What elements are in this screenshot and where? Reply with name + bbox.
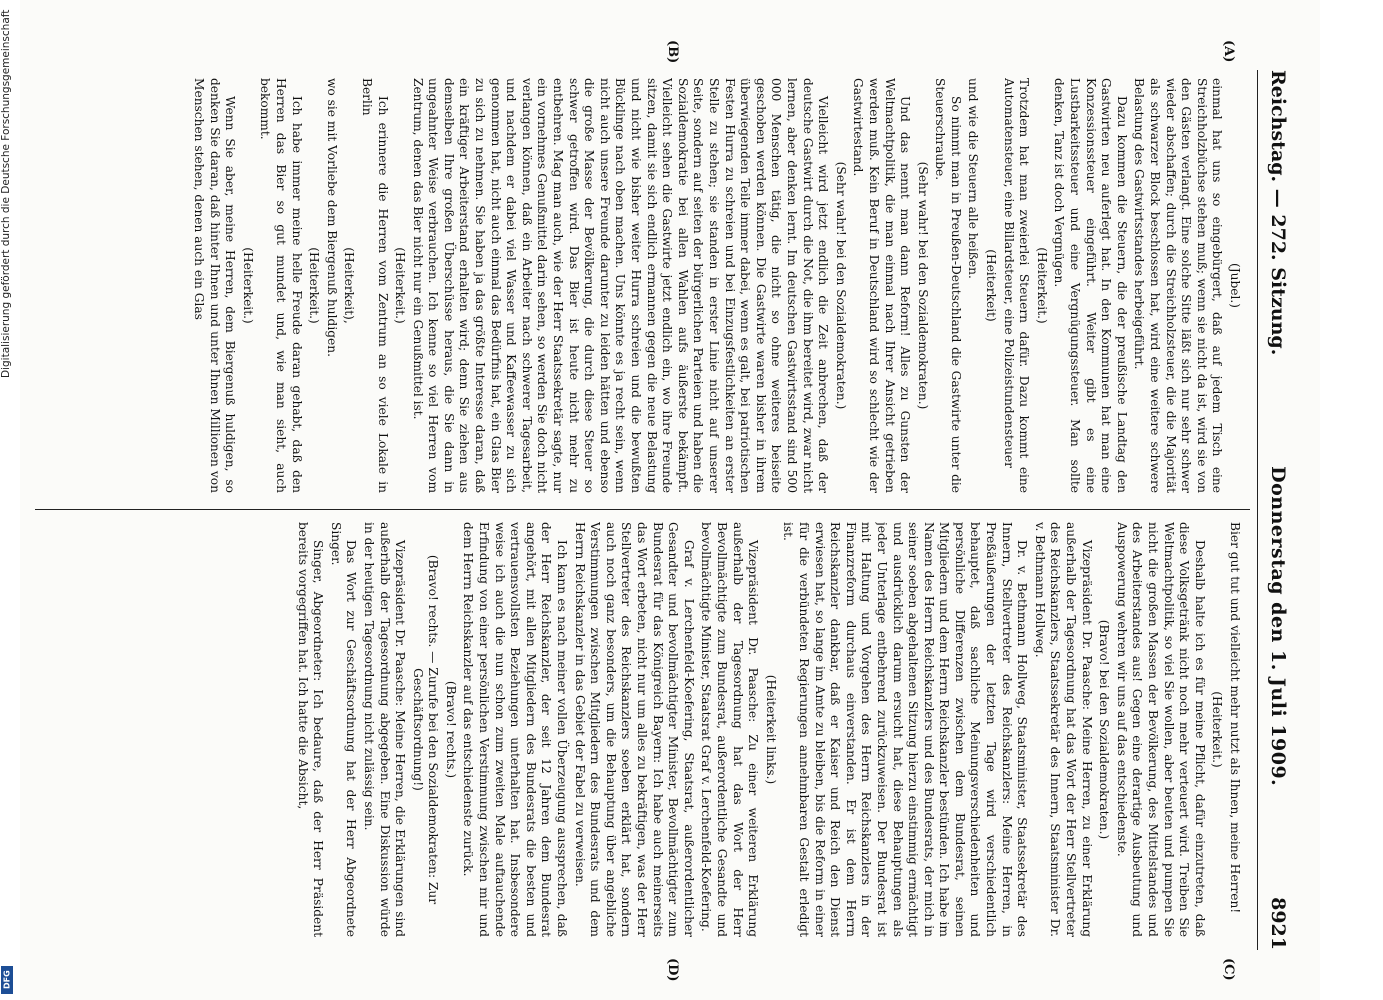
paragraph: (Bravo! bei den Sozialdemokraten.) — [1097, 619, 1112, 840]
paragraph: (Heiterkeit.) — [240, 247, 255, 324]
paragraph: (Heiterkeit.) — [1034, 247, 1049, 324]
paragraph: Trotzdem hat man zweierlei Steuern dafür. Dazu kommt eine Automatensteuer, eine Billardsteuer, eine Polizeistundensteuer — [1001, 78, 1032, 493]
margin-marker-b: (B) — [665, 40, 680, 64]
paragraph: wo sie mit Vorliebe dem Biergenuß huldigen. — [324, 78, 339, 357]
paragraph: Dazu kommen die Steuern, die der preußische Landtag den Gastwirten neu auferlegt hat. In den Kommunen hat man eine Konzessionssteuer eingeführt. Weiter gibt es eine Lustbarkeitssteuer und eine Vergnügungssteuer. Man sollte denken, Tanz ist doch Vergnügen. — [1052, 78, 1129, 493]
paragraph: Vizepräsident Dr. Paasche: Zu einer weiteren Erklärung außerhalb der Tagesordnung hat das Wort der Herr Bevollmächtigte zum Bundesrat, außerordentliche Gesandte und bevollmächtigte Minister, Staatsrat Graf v. Lerchenfeld-Koefering. — [699, 522, 761, 937]
paragraph: Wenn Sie aber, meine Herren, dem Biergenuß huldigen, so denken Sie daran, daß hinter Ihnen und unter Ihnen Millionen von Menschen stehen, denen auch ein Glas — [192, 78, 238, 493]
paragraph: Deshalb halte ich es für meine Pflicht, dafür einzutreten, daß diese Volksgetränk nicht noch mehr verteuert wird. Treiben Sie Weltmachtpolitik, so viel Sie wollen, aber beuten und pumpen Sie nicht die großen Massen der Bevölkerung, des Mittelstandes und des Arbeiterstandes aus! Gegen eine derartige Ausbeutung und Auspowerung wehren wir uns auf das entschiedenste. — [1114, 522, 1207, 937]
paragraph: (Bravo! rechts. — Zurufe bei den Sozialdemokraten: Zur Geschäftsordnung!) — [410, 554, 441, 905]
paragraph: Ich habe immer meine helle Freude daran gehabt, daß den Herren das Bier so gut mundet und, wie man sieht, auch bekommt. — [258, 78, 304, 493]
margin-marker-d: (D) — [665, 958, 680, 982]
paragraph: (Heiterkeit.) — [307, 247, 322, 324]
paragraph: Vielleicht wird jetzt endlich die Zeit anbrechen, daß der deutsche Gastwirt durch die Not, die ihm bereitet wird, zwar nicht lernen, aber denken lernt. Im deutschen Gastwirtsstand sind 500 000 Menschen tätig, die nicht so ohne weiteres beiseite geschoben werden können. Die Gastwirte waren bisher in ihrem überwiegenden Teile immer dabei, wenn es galt, bei patriotischen Festen Hurra zu schreien und bei Einzugsfestlichkeiten an erster Stelle zu stehen; sie standen in erster Linie nicht auf unserer Seite, sondern auf seiten der bürgerlichen Parteien und haben die Sozialdemokratie bei allen Wahlen aufs äußerste bekämpft. Vielleicht sehen die Gastwirte jetzt endlich ein, wo ihre Freunde sitzen, damit sie sich endlich ermannen gegen die neue Belastung und nicht wie bisher weiter Hurra schreien und die bewußten Bücklinge nach oben machen. Uns könnte es ja recht sein, wenn nicht auch unsere Freunde darunter zu leiden hätten und ebenso die große Masse der Bevölkerung, die durch diese Steuer so schwer getroffen wird. Das Bier ist heute nicht mehr zu entbehren. Mag man auch, wie der Herr Staatssekretär sagte, nur ein vornehmes Genußmittel darin sehen, so werden Sie doch nicht verlangen können, daß ein Arbeiter nach schwerer Tagesarbeit, und nachdem er dabei viel Wasser und Kaffeewasser zu sich genommen hat, nicht auch einmal das Bedürfnis hat, ein Glas Bier zu sich zu nehmen. Sie haben ja das größte Interesse daran, daß ein kräftiger Arbeiterstand erhalten wird; denn Sie ziehen aus demselben Ihre großen Überschüsse heraus, die Sie dann in ungeahnter Weise verbrauchen. Ich kenne so viel Herren vom Zentrum, denen das Bier nicht nur ein Genußmittel ist. — [410, 78, 831, 493]
paragraph: Vizepräsident Dr. Paasche: Meine Herren, zu einer Erklärung außerhalb der Tagesordnung hat das Wort der Herr Stellvertreter des Reichskanzlers, Staatssekretär des Innern, Staatsminister Dr. v. Bethmann Hollweg. — [1032, 522, 1094, 937]
page-header — [1257, 70, 1298, 950]
paragraph: (Sehr wahr! bei den Sozialdemokraten.) — [915, 161, 930, 410]
paragraph: (Heiterkeit links.) — [763, 674, 778, 785]
paragraph: Ich erinnere die Herren vom Zentrum an so viele Lokale in Berlin — [359, 78, 390, 493]
paragraph: (Sehr wahr! bei den Sozialdemokraten.) — [833, 161, 848, 410]
paragraph: (Heiterkeit) — [984, 249, 999, 322]
page-number: 8921 — [1267, 897, 1289, 950]
paragraph: Ich kann es nach meiner vollen Überzeugung aussprechen, daß der Herr Reichskanzler, der seit 12 Jahren dem Bundesrat angehört, mit allen Mitgliedern des Bundesrats die besten und vertrauensvollsten Beziehungen unterhalten hat. Insbesondere weise ich auch die nun schon zum zweiten Male auftauchende Erfindung von einer persönlichen Verstimmung zwischen mir und dem Herrn Reichskanzler auf das entschiedenste zurück. — [461, 522, 570, 937]
digitization-credit: Digitalisierung gefördert durch die Deutsche Forschungsgemeinschaft — [0, 10, 12, 379]
left-text-column — [32, 78, 1242, 493]
header-date: Donnerstag den 1. Juli 1909. — [1267, 466, 1289, 787]
paragraph: (Jubel.) — [1228, 262, 1242, 309]
paragraph: (Heiterkeit.) — [1210, 691, 1225, 768]
margin-marker-c: (C) — [1221, 958, 1236, 981]
paragraph: So nimmt man in Preußen-Deutschland die Gastwirte unter die Steuerschraube. — [933, 78, 963, 493]
paragraph: (Heiterkeit), — [342, 247, 357, 324]
paragraph: Und das nennt man dann Reform! Alles zu Gunsten der Weltmachtpolitik, die man einmal nach Ihrer Ansicht getrieben werden muß. Kein Beruf in Deutschland wird so schlecht wie der Gastwirtestand. — [851, 78, 913, 493]
header-session: Reichstag. — 272. Sitzung. — [1267, 70, 1289, 356]
paragraph: und wie die Steuern alle heißen. — [966, 78, 981, 279]
document-page — [20, 0, 1320, 1000]
margin-marker-a: (A) — [1221, 40, 1236, 63]
column-divider — [35, 509, 1250, 510]
paragraph: Dr. v. Bethmann Hollweg, Staatsminister, Staatssekretär des Innern, Stellvertreter des Reichskanzlers: Meine Herren, in Preßäußerungen der letzten Tage wird verschiedentlich behauptet, daß sachliche Meinungsverschiedenheiten und persönliche Differenzen zwischen dem Bundesrat, seinen Mitgliedern und dem Herrn Reichskanzler bestünden. Ich habe im Namen des Herrn Reichskanzlers und des Bundesrats, der mich in seiner soeben abgehaltenen Sitzung hierzu einstimmig ermächtigt und ausdrücklich darum ersucht hat, diese Behauptungen als jeder Unterlage entbehrend zurückzuweisen. Der Bundesrat ist mit Haltung und Vorgehen des Herrn Reichskanzlers in der Finanzreform durchaus einverstanden. Er ist dem Herrn Reichskanzler dankbar, daß er Kaiser und Reich den Dienst erwiesen hat, so lange im Amte zu bleiben, bis die Reform in einer für die verbündeten Regierungen annehmbaren Gestalt erledigt ist. — [781, 522, 1030, 937]
paragraph: Das Wort zur Geschäftsordnung hat der Herr Abgeordnete Singer. — [328, 522, 359, 937]
paragraph: einmal hat uns so eingebürgert, daß auf jedem Tisch eine Streichholzbüchse stehen muß; wenn sie nicht da ist, wird sie von den Gästen verlangt. Eine solche Sitte läßt sich nur sehr schwer wieder abschaffen; durch die Streichholzsteuer, die die Majorität als schwarzer Block beschlossen hat, wird eine weitere schwere Belastung des Gastwirtsstandes herbeigeführt. — [1132, 78, 1225, 493]
paragraph: (Heiterkeit.) — [393, 247, 408, 324]
paragraph: Vizepräsident Dr. Paasche: Meine Herren, die Erklärungen sind außerhalb der Tagesordnung abgegeben. Eine Diskussion würde in der heutigen Tagesordnung nicht zulässig sein. — [361, 522, 408, 937]
paragraph: Graf v. Lerchenfeld-Koefering, Staatsrat, außerordentlicher Gesandter und bevollmächtigter Minister, Bevollmächtigter zum Bundesrat für das Königreich Bayern: Ich habe auch meinerseits das Wort erbeten, nicht nur um alles zu bekräftigen, was der Herr Stellvertreter des Reichskanzlers soeben erklärt hat, sondern auch noch ganz besonders, um die Behauptung über angebliche Verstimmungen zwischen Mitgliedern des Bundesrats und dem Herrn Reichskanzler in das Gebiet der Fabel zu verweisen. — [572, 522, 696, 937]
dfg-logo: DFG — [1, 966, 13, 994]
paragraph: (Bravo! rechts.) — [443, 680, 458, 779]
paragraph: Bier gut tut und vielleicht mehr nutzt als Ihnen, meine Herren! — [1228, 522, 1242, 914]
right-text-column — [32, 522, 1242, 937]
paragraph: Singer, Abgeordneter: Ich bedaure, daß der Herr Präsident bereits vorgegriffen hat. Ich hatte die Absicht, — [295, 522, 326, 937]
